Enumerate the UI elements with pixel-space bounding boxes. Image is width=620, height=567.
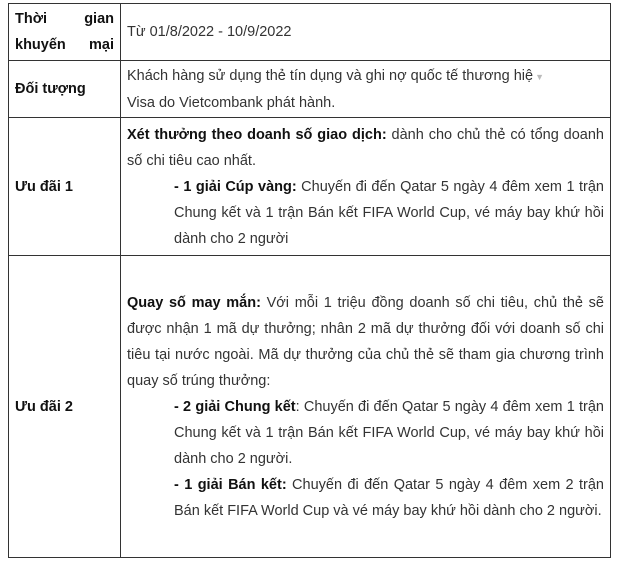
offer2-lead: Quay số may mắn: <box>127 294 261 311</box>
offer2-prize-1 <box>127 394 604 472</box>
table-row-offer-1 <box>9 118 611 256</box>
offer2-prize1-title: - 2 giải Chung kết <box>174 398 296 415</box>
offer2-content <box>121 256 611 558</box>
period-value: Từ 01/8/2022 - 10/9/2022 <box>121 4 611 61</box>
offer2-label: Ưu đãi 2 <box>9 256 121 558</box>
offer2-description <box>127 290 604 394</box>
offer1-label: Ưu đãi 1 <box>9 118 121 256</box>
target-value-line-1-text: Khách hàng sử dụng thẻ tín dụng và ghi nợ quốc tế thương hiệ <box>127 67 534 84</box>
chevron-down-icon: ▼ <box>535 71 544 82</box>
offer1-content <box>121 118 611 256</box>
offer2-text: Với mỗi 1 triệu đồng doanh số chi tiêu, chủ thẻ sẽ được nhận 1 mã dự thưởng; nhân 2 mã dự thưởng đối với doanh số chi tiêu tại nước ngoài. Mã dự thưởng của chủ thẻ sẽ tham gia chương trình quay số trúng thưởng: <box>127 294 604 389</box>
offer1-text: dành cho chủ thẻ có tổng doanh số chi tiêu cao nhất. <box>127 126 604 169</box>
offer2-prize-2 <box>127 472 604 524</box>
period-label: Thời gian khuyến mại <box>9 4 121 61</box>
offer1-description <box>127 122 604 174</box>
offer1-prize-title: - 1 giải Cúp vàng: <box>174 178 297 195</box>
target-value <box>121 61 611 118</box>
table-row-target <box>9 61 611 118</box>
table-row-offer-2 <box>9 256 611 558</box>
target-value-line-2: Visa do Vietcombank phát hành. <box>127 94 336 111</box>
offer2-prize2-title: - 1 giải Bán kết: <box>174 476 287 493</box>
target-value-line-1 <box>127 63 604 90</box>
offer1-prize <box>127 174 604 252</box>
offer2-prize2-text: Chuyến đi đến Qatar 5 ngày 4 đêm xem 2 trận Bán kết FIFA World Cup và vé máy bay khứ hồi dành cho 2 người. <box>174 476 604 519</box>
table-row-period <box>9 4 611 61</box>
target-label: Đối tượng <box>9 61 121 118</box>
offer1-lead: Xét thưởng theo doanh số giao dịch: <box>127 126 387 143</box>
offer2-prize1-text: : Chuyến đi đến Qatar 5 ngày 4 đêm xem 1 trận Chung kết và 1 trận Bán kết FIFA World Cup, vé máy bay khứ hồi dành cho 2 người. <box>174 398 604 467</box>
promotion-table <box>8 3 611 558</box>
offer1-prize-text: Chuyến đi đến Qatar 5 ngày 4 đêm xem 1 trận Chung kết và 1 trận Bán kết FIFA World Cup, vé máy bay khứ hồi dành cho 2 người <box>174 178 604 247</box>
